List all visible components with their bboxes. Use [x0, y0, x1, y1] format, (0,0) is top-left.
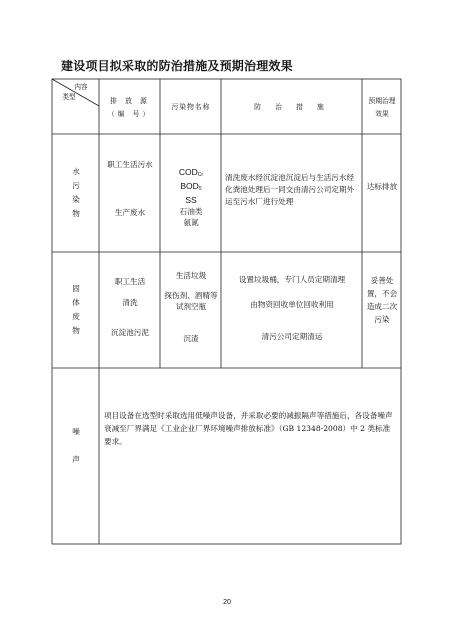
solid-pollutant-sediment: 沉渣: [183, 334, 199, 343]
header-effect-line2: 效果: [375, 110, 389, 118]
header-effect-line1: 预期治理: [368, 97, 396, 105]
water-pollutant-list: [161, 167, 221, 228]
page-title: 建设项目拟采取的防治措施及预期治理效果: [61, 59, 293, 73]
page-number: 20: [223, 599, 231, 606]
header-measures: 防 治 措 施: [254, 103, 330, 111]
solid-source-sludge: 沉淀池污泥: [111, 328, 149, 337]
solid-measure-bins: 设置垃圾桶，专门人员定期清理: [238, 275, 346, 284]
header-corner-content: 内容: [74, 83, 88, 91]
solid-effect: 妥善处置，不会造成二次污染: [366, 276, 398, 324]
solid-pollutant-garbage: 生活垃圾: [175, 271, 207, 280]
noise-measures: 项目设备在选型时采取选用低噪声设备，并采取必要的减振隔声等措施后，各设备噪声衰减至厂界满足《工业企业厂界环境噪声排放标准》（GB 12348-2008）中 2 类标准要求。: [104, 411, 393, 446]
row-type-water: 水污染物: [72, 167, 80, 218]
water-source-production: 生产废水: [114, 208, 146, 217]
pollutant-ammonia: 氨氮: [183, 218, 199, 227]
pollutant-bod5: $BOD_5$: [180, 181, 202, 192]
solid-measure-recycle: 由物资回收单位回收利用: [250, 300, 334, 309]
pollutant-ss: SS: [185, 195, 197, 205]
pollutant-oil: 石油类: [179, 207, 203, 216]
header-source-line1: 排 放 源: [110, 97, 150, 105]
water-source-domestic: 职工生活污水: [107, 160, 153, 169]
solid-pollutant-bottles: 探伤剂、酒精等试剂空瓶: [164, 291, 218, 311]
water-effect: 达标排放: [366, 182, 398, 191]
header-corner-type: 类型: [62, 93, 76, 101]
water-measures: 清洗废水经沉淀池沉淀后与生活污水经化粪池处理后一同交由清污公司定期外运至污水厂进行处理: [225, 173, 355, 206]
solid-measure-clear: 清污公司定期清运: [261, 332, 323, 341]
header-pollutant: 污染物名称: [171, 103, 211, 111]
pollutant-codcr: $COD_{Cr}$: [178, 167, 204, 178]
header-source-line2: （编 号）: [107, 110, 153, 118]
solid-source-cleaning: 清洗: [122, 298, 138, 307]
solid-source-domestic: 职工生活: [114, 277, 146, 286]
row-type-noise: 噪声: [72, 427, 80, 464]
row-type-solid: 固体废物: [72, 284, 80, 335]
